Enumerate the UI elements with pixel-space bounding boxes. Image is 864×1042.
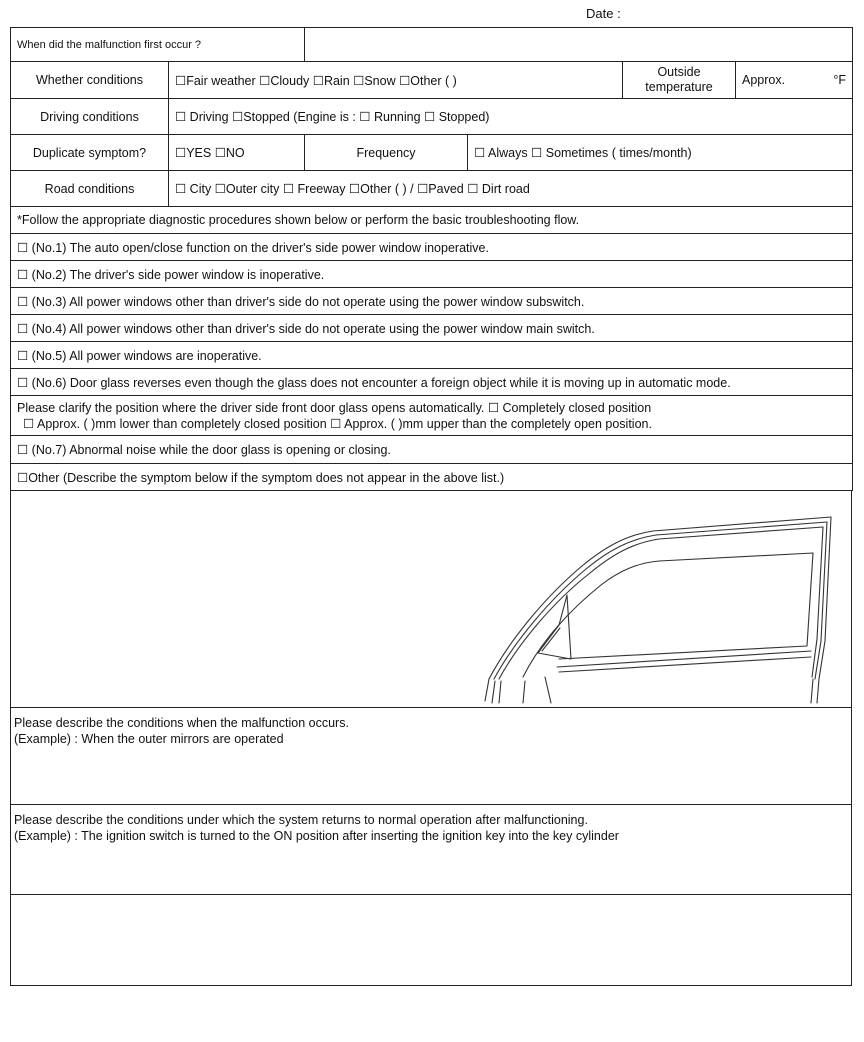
road-row [11, 171, 853, 207]
normal-operation-conditions-box[interactable] [10, 805, 852, 895]
door-illustration-area[interactable] [10, 491, 852, 708]
temperature-field[interactable] [736, 62, 853, 99]
weather-label: Whether conditions [11, 62, 169, 99]
clarify-line-2: ☐ Approx. ( )mm lower than completely closed position ☐ Approx. ( )mm upper than the completely open position. [23, 416, 652, 431]
driving-label: Driving conditions [11, 99, 169, 135]
malfunction-conditions-example: (Example) : When the outer mirrors are operated [14, 732, 284, 746]
first-occur-row [11, 28, 853, 62]
outside-temperature-label: Outside temperature [623, 62, 736, 99]
driving-row [11, 99, 853, 135]
diagnostic-form [10, 27, 852, 1031]
clarify-line-1: Please clarify the position where the driver side front door glass opens automatically. ☐ Completely closed position [17, 400, 652, 415]
frequency-label: Frequency [305, 135, 468, 171]
first-occur-label: When did the malfunction first occur ? [11, 28, 305, 62]
driving-options[interactable]: ☐ Driving ☐Stopped (Engine is : ☐ Running ☐ Stopped) [169, 99, 853, 135]
date-label: Date : [586, 6, 621, 21]
clarify-position[interactable] [11, 396, 853, 436]
approx-label: Approx. [742, 73, 786, 87]
symptom-no5[interactable]: ☐ (No.5) All power windows are inoperative. [11, 342, 853, 369]
symptom-no4[interactable]: ☐ (No.4) All power windows other than driver's side do not operate using the power window main switch. [11, 315, 853, 342]
normal-operation-example: (Example) : The ignition switch is turned to the ON position after inserting the ignition key into the key cylinder [14, 829, 619, 843]
symptom-no7[interactable]: ☐ (No.7) Abnormal noise while the door glass is opening or closing. [11, 436, 853, 464]
door-window-drawing [11, 491, 852, 707]
symptom-no2[interactable]: ☐ (No.2) The driver's side power window is inoperative. [11, 261, 853, 288]
malfunction-conditions-box[interactable] [10, 708, 852, 805]
instruction-text: *Follow the appropriate diagnostic procedures shown below or perform the basic troubleshooting flow. [11, 207, 853, 234]
fahrenheit-unit: °F [833, 73, 846, 87]
symptom-no3[interactable]: ☐ (No.3) All power windows other than driver's side do not operate using the power window subswitch. [11, 288, 853, 315]
malfunction-conditions-prompt: Please describe the conditions when the malfunction occurs. [14, 716, 349, 730]
duplicate-label: Duplicate symptom? [11, 135, 169, 171]
first-occur-field[interactable] [305, 28, 853, 62]
symptom-no6[interactable]: ☐ (No.6) Door glass reverses even though the glass does not encounter a foreign object while it is moving up in automatic mode. [11, 369, 853, 396]
notes-box[interactable] [10, 895, 852, 986]
normal-operation-prompt: Please describe the conditions under which the system returns to normal operation after malfunctioning. [14, 813, 588, 827]
symptom-no1[interactable]: ☐ (No.1) The auto open/close function on the driver's side power window inoperative. [11, 234, 853, 261]
road-label: Road conditions [11, 171, 169, 207]
duplicate-options[interactable]: ☐YES ☐NO [169, 135, 305, 171]
conditions-table [10, 27, 853, 491]
weather-options[interactable]: ☐Fair weather ☐Cloudy ☐Rain ☐Snow ☐Other ( ) [169, 62, 623, 99]
duplicate-row [11, 135, 853, 171]
frequency-options[interactable]: ☐ Always ☐ Sometimes ( times/month) [468, 135, 853, 171]
weather-row [11, 62, 853, 99]
symptom-other[interactable]: ☐Other (Describe the symptom below if the symptom does not appear in the above list.) [11, 464, 853, 491]
road-options[interactable]: ☐ City ☐Outer city ☐ Freeway ☐Other ( ) / ☐Paved ☐ Dirt road [169, 171, 853, 207]
